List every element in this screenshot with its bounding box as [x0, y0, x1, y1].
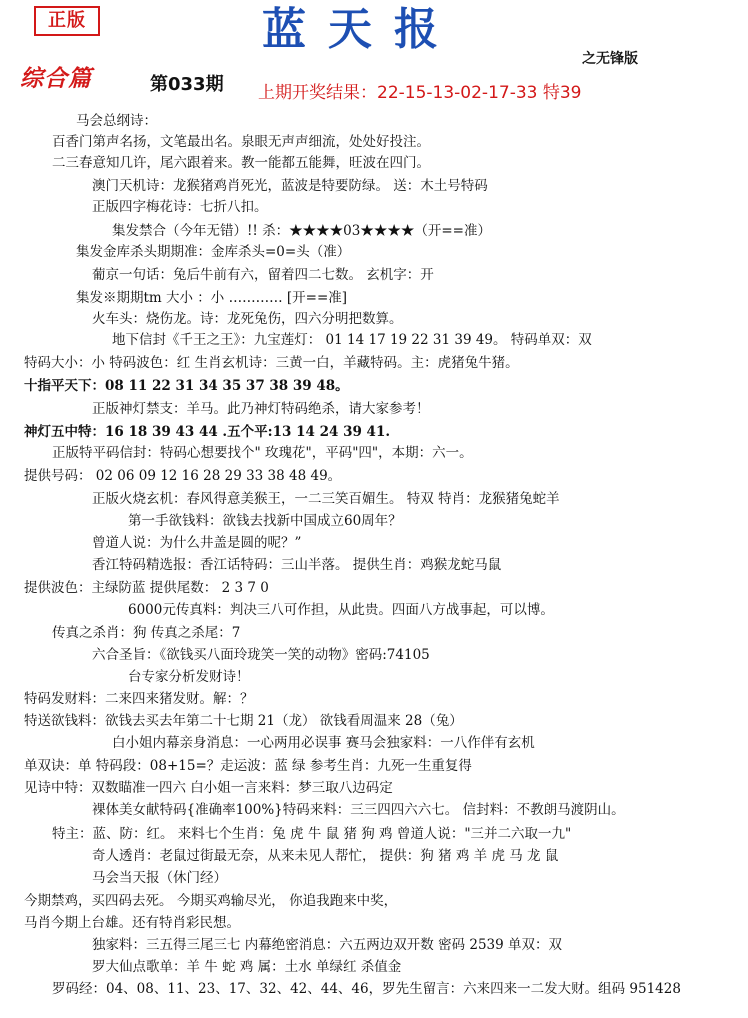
content-line: 十指平天下：08 11 22 31 34 35 37 38 39 48。: [24, 378, 349, 394]
content-line: 独家料：三五得三尾三七 内幕绝密消息：六五两边双开数 密码 2539 单双：双: [92, 937, 563, 953]
content-line: 特码大小：小 特码波色：红 生肖玄机诗：三黄一白，羊藏特码。主：虎猪兔牛猪。: [24, 355, 519, 371]
content-line: 提供波色：主绿防蓝 提供尾数： 2 3 7 0: [24, 580, 269, 596]
content-line: 二三春意知几许，尾六跟着来。教一能都五能舞，旺波在四门。: [52, 155, 430, 171]
content-line: 正版神灯禁支：羊马。此乃神灯特码绝杀，请大家参考！: [92, 401, 430, 417]
content-line: 澳门天机诗：龙猴猪鸡肖死光，蓝波是特要防绿。 送：木土号特码: [92, 178, 488, 194]
content-line: 香江特码精选报：香江话特码：三山半落。 提供生肖：鸡猴龙蛇马鼠: [92, 557, 502, 573]
content-line: 单双诀：单 特码段：08+15=？走运波：蓝 绿 参考生肖：九死一生重复得: [24, 758, 472, 774]
newspaper-title: 蓝天报: [262, 4, 460, 55]
content-line: 集发※期期tm 大小 ：小 ………… [开==准]: [76, 290, 348, 306]
content-line: 火车头：烧伤龙。诗：龙死兔伤，四六分明把数算。: [92, 311, 403, 327]
content-line: 罗大仙点歌单：羊 牛 蛇 鸡 属：土水 单绿红 杀值金: [92, 959, 402, 975]
content-line: 正版火烧玄机：春风得意美猴王，一二三笑百媚生。 特双 特肖：龙猴猪兔蛇羊: [92, 491, 560, 507]
content-line: 正版特平码信封：特码心想要找个" 玫瑰花"，平码"四"，本期：六一。: [52, 445, 473, 461]
content-line: 裸体美女献特码{准确率100%}特码来料：三三四四六六七。 信封料：不教朗马渡阴山。: [92, 802, 625, 818]
content-line: 罗码经：04、08、11、23、17、32、42、44、46，罗先生留言：六来四来一二发大财。组码 951428: [52, 981, 681, 997]
content-line: 第一手欲钱料：欲钱去找新中国成立60周年？: [128, 513, 402, 529]
content-line: 百香门第声名扬，文笔最出名。泉眼无声声细流，处处好投注。: [52, 134, 430, 150]
content-line: 集发禁合（今年无错）!! 杀：★★★★03★★★★（开==准）: [112, 223, 491, 239]
section-title: 综合篇: [20, 65, 92, 92]
content-line: 特码发财料：二来四来猪发财。解：？: [24, 691, 254, 707]
content-line: 正版四字梅花诗：七折八扣。: [92, 199, 268, 215]
content-line: 传真之杀肖：狗 传真之杀尾：7: [52, 625, 241, 641]
content-line: 提供号码： 02 06 09 12 16 28 29 33 38 48 49。: [24, 468, 342, 484]
content-line: 白小姐内幕亲身消息：一心两用必误事 赛马会独家料：一八作伴有玄机: [112, 735, 535, 751]
content-line: 六合圣旨：《欲钱买八面玲珑笑一笑的动物》密码:74105: [92, 647, 430, 663]
content-line: 奇人透肖：老鼠过街最无奈，从来未见人帮忙， 提供：狗 猪 鸡 羊 虎 马 龙 鼠: [92, 848, 559, 864]
content-line: 马会总纲诗：: [76, 113, 157, 129]
previous-result: 上期开奖结果：22-15-13-02-17-33 特39: [258, 83, 582, 103]
content-line: 特送欲钱料：欲钱去买去年第二十七期 21（龙） 欲钱看周温来 28（兔）: [24, 713, 463, 729]
content-line: 特主：蓝、防：红。 来料七个生肖：兔 虎 牛 鼠 猪 狗 鸡 曾道人说："三并二六取一九": [52, 826, 572, 842]
content-line: 曾道人说：为什么井盖是圆的呢？”: [92, 535, 302, 551]
stamp-label: 正版: [34, 6, 100, 36]
content-line: 神灯五中特：16 18 39 43 44 .五个平:13 14 24 39 41.: [24, 424, 391, 440]
content-line: 台专家分析发财诗！: [128, 669, 250, 685]
content-line: 见诗中特：双数瞄准一四六 白小姐一言来料：梦三取八边码定: [24, 780, 393, 796]
content-line: 马会当天报（休门经）: [92, 870, 227, 886]
content-line: 地下信封《千王之王》：九宝莲灯： 01 14 17 19 22 31 39 49。 特码单双：双: [112, 332, 592, 348]
content-line: 马肖今期上台雄。还有特肖彩民想。: [24, 915, 240, 931]
content-line: 集发金库杀头期期准：金库杀头=0=头（准）: [76, 244, 351, 260]
issue-number: 第033期: [150, 74, 224, 95]
content-line: 葡京一句话：兔后牛前有六，留着四二七数。 玄机字：开: [92, 267, 434, 283]
content-line: 6000元传真料：判决三八可作担，从此贵。四面八方战事起，可以博。: [128, 602, 554, 618]
edition-label: 之无锋版: [582, 51, 638, 67]
content-line: 今期禁鸡，买四码去死。 今期买鸡输尽光， 你追我跑来中奖，: [24, 893, 398, 909]
